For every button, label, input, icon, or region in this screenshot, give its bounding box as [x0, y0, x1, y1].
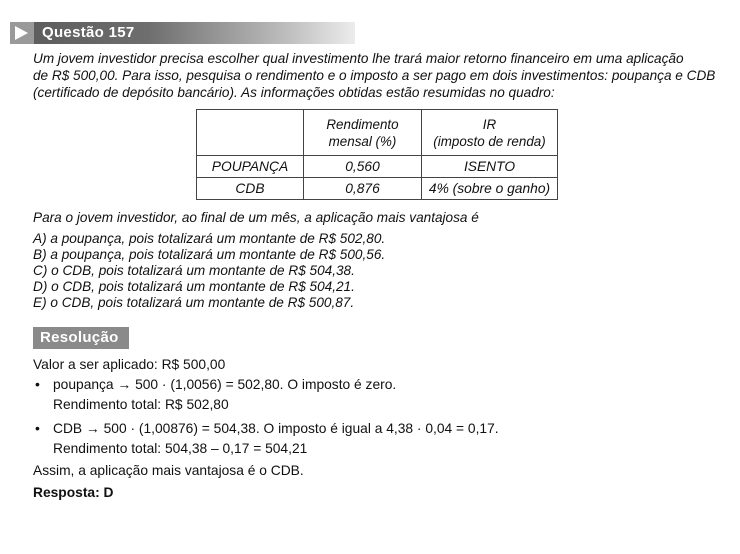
table-header-cell [304, 110, 422, 156]
option-b: B) a poupança, pois totalizará um montante de R$ 500,56. [33, 247, 386, 262]
option-c: C) o CDB, pois totalizará um montante de R$ 504,38. [33, 263, 355, 278]
resolution-title: Resolução [40, 329, 119, 346]
question-text-line: de R$ 500,00. Para isso, pesquisa o rendimento e o imposto a ser pago em dois investimentos: poupança e CDB [33, 68, 716, 83]
table-row [197, 178, 558, 200]
resolution-intro: Valor a ser aplicado: R$ 500,00 [33, 357, 226, 372]
table-cell: POUPANÇA [197, 156, 304, 178]
table-row [197, 156, 558, 178]
table-cell: 0,560 [304, 156, 422, 178]
bullet: • [35, 376, 40, 392]
option-e: E) o CDB, pois totalizará um montante de R$ 500,87. [33, 295, 355, 310]
table-cell: 4% (sobre o ganho) [422, 178, 558, 200]
header-text: (imposto de renda) [433, 133, 546, 149]
question-header [10, 22, 355, 44]
option-d: D) o CDB, pois totalizará um montante de R$ 504,21. [33, 279, 355, 294]
resolution-step: Rendimento total: 504,38 – 0,17 = 504,21 [53, 441, 308, 456]
play-triangle-icon [10, 22, 34, 44]
resolution-conclusion: Assim, a aplicação mais vantajosa é o CDB. [33, 463, 304, 478]
bullet: • [35, 420, 40, 436]
resolution-step: poupança → 500 · (1,0056) = 502,80. O imposto é zero. [53, 377, 397, 392]
option-a: A) a poupança, pois totalizará um montante de R$ 502,80. [33, 231, 386, 246]
table-cell: ISENTO [422, 156, 558, 178]
header-text: IR [482, 116, 497, 132]
answer: Resposta: D [33, 485, 114, 500]
header-text: mensal (%) [328, 133, 397, 149]
resolution-step: Rendimento total: R$ 502,80 [53, 397, 229, 412]
table-cell: 0,876 [304, 178, 422, 200]
question-text-line: Um jovem investidor precisa escolher qual investimento lhe trará maior retorno financeiro em uma aplicação [33, 51, 684, 66]
resolution-header [33, 327, 129, 349]
resolution-step: CDB → 500 · (1,00876) = 504,38. O imposto é igual a 4,38 · 0,04 = 0,17. [53, 421, 499, 436]
question-text-line: (certificado de depósito bancário). As informações obtidas estão resumidas no quadro: [33, 85, 555, 100]
investment-table [196, 109, 558, 200]
question-prompt: Para o jovem investidor, ao final de um mês, a aplicação mais vantajosa é [33, 210, 479, 225]
table-cell: CDB [197, 178, 304, 200]
table-header-row [197, 110, 558, 156]
table-header-cell [197, 110, 304, 156]
question-title: Questão 157 [42, 24, 135, 41]
header-text: Rendimento [326, 116, 399, 132]
table-header-cell [422, 110, 558, 156]
